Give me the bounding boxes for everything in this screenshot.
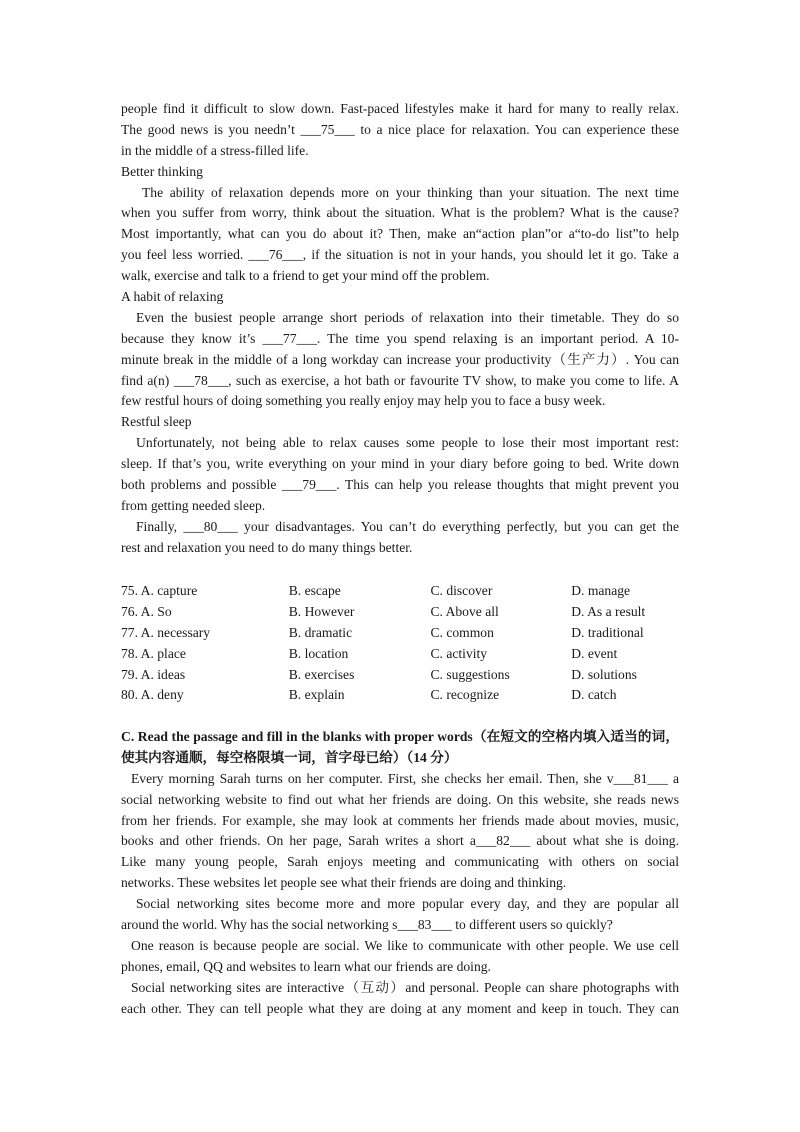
- passage-line: both problems and possible ___79___. This can help you release thoughts that might prevent you: [121, 477, 679, 493]
- option-a[interactable]: 75. A. capture: [121, 583, 198, 598]
- passage-line: phones, email, QQ and websites to learn what our friends are doing.: [121, 958, 491, 974]
- passage-line: social networking website to find out what her friends are doing. On this website, she reads news: [121, 791, 679, 807]
- section-c: [121, 727, 679, 1019]
- passage-line: The good news is you needn’t ___75___ to a nice place for relaxation. You can experience these: [121, 121, 679, 137]
- option-row-76: [121, 602, 681, 623]
- option-b[interactable]: B. exercises: [288, 666, 355, 682]
- passage-line: networks. These websites let people see what their friends are doing and thinking.: [121, 875, 567, 891]
- passage-line: when you suffer from worry, think about the situation. What is the problem? What is the cause?: [121, 205, 679, 221]
- passage-line: few restful hours of doing something you really enjoy may help you to face a busy week.: [121, 393, 606, 409]
- option-row-77: [121, 623, 681, 644]
- subheading-better-thinking: Better thinking: [121, 163, 203, 179]
- passage-line: books and other friends. On her page, Sarah writes a short a___82___ about what she is doing.: [121, 833, 679, 849]
- passage-line: rest and relaxation you need to do many things better.: [121, 539, 413, 555]
- passage-line: each other. They can tell people what they are doing at any moment and keep in touch. They can: [121, 1000, 679, 1016]
- passage-line: walk, exercise and talk to a friend to get your mind off the problem.: [121, 268, 490, 284]
- section-c-heading: 使其内容通顺，每空格限填一词，首字母已给）（14 分）: [121, 749, 458, 765]
- passage-line: Every morning Sarah turns on her computer. First, she checks her email. Then, she v___81___ a: [131, 770, 679, 786]
- passage-relaxation: [121, 99, 679, 559]
- option-row-75: [121, 581, 681, 602]
- passage-line: in the middle of a stress-filled life.: [121, 142, 309, 158]
- option-b[interactable]: B. location: [288, 645, 349, 661]
- subheading-restful-sleep: Restful sleep: [121, 414, 192, 430]
- passage-line: sleep. If that’s you, write everything on your mind in your diary before going to bed. Write down: [121, 456, 679, 472]
- option-c[interactable]: C. activity: [430, 645, 488, 661]
- answer-options: [121, 581, 681, 706]
- option-a[interactable]: 76. A. So: [121, 603, 172, 619]
- option-a[interactable]: 77. A. necessary: [121, 624, 211, 640]
- option-c[interactable]: C. common: [430, 624, 494, 640]
- option-d[interactable]: D. solutions: [571, 666, 637, 682]
- option-b[interactable]: B. escape: [288, 583, 341, 598]
- option-d[interactable]: D. catch: [571, 687, 617, 703]
- passage-line: from her friends. For example, she may look at comments her friends made about movies, music,: [121, 812, 679, 828]
- passage-line: find a(n) ___78___, such as exercise, a hot bath or favourite TV show, to make you come to life. A: [121, 372, 679, 388]
- passage-line: Social networking sites are interactive（互动）and personal. People can share photographs with: [131, 979, 679, 995]
- option-d[interactable]: D. manage: [571, 583, 631, 598]
- passage-line: you feel less worried. ___76___, if the situation is not in your hands, you should let it go. Take a: [121, 247, 679, 263]
- passage-line: One reason is because people are social. We like to communicate with other people. We use cell: [131, 937, 679, 953]
- option-d[interactable]: D. event: [571, 645, 618, 661]
- option-row-78: [121, 644, 681, 665]
- option-row-79: [121, 665, 681, 686]
- passage-line: Finally, ___80___ your disadvantages. You can’t do everything perfectly, but you can get the: [136, 518, 679, 534]
- passage-line: Social networking sites become more and more popular every day, and they are popular all: [136, 896, 679, 912]
- passage-line: around the world. Why has the social networking s___83___ to different users so quickly?: [121, 917, 613, 933]
- passage-line: people find it difficult to slow down. Fast-paced lifestyles make it hard for many to really relax.: [121, 101, 679, 116]
- option-a[interactable]: 80. A. deny: [121, 687, 184, 703]
- option-a[interactable]: 78. A. place: [121, 645, 186, 661]
- option-d[interactable]: D. traditional: [571, 624, 644, 640]
- option-d[interactable]: D. As a result: [571, 603, 646, 619]
- passage-line: from getting needed sleep.: [121, 497, 266, 513]
- passage-line: minute break in the middle of a long workday can increase your productivity（生产力）. You can: [121, 351, 679, 367]
- passage-line: Most importantly, what can you do about it? Then, make an“action plan”or a“to-do list”to help: [121, 226, 679, 242]
- option-a[interactable]: 79. A. ideas: [121, 666, 186, 682]
- option-b[interactable]: B. However: [288, 603, 355, 619]
- option-row-80: [121, 685, 681, 706]
- option-b[interactable]: B. dramatic: [288, 624, 353, 640]
- passage-line: Like many young people, Sarah enjoys meeting and communicating with others on social: [121, 854, 679, 870]
- option-c[interactable]: C. discover: [430, 583, 493, 598]
- option-c[interactable]: C. Above all: [430, 603, 499, 619]
- option-c[interactable]: C. suggestions: [430, 666, 510, 682]
- option-c[interactable]: C. recognize: [430, 687, 500, 703]
- passage-line: because they know it’s ___77___. The time you spend relaxing is an important period. A 10-: [121, 330, 679, 346]
- subheading-habit-of-relaxing: A habit of relaxing: [121, 289, 224, 305]
- option-b[interactable]: B. explain: [288, 687, 345, 703]
- section-c-heading: C. Read the passage and fill in the blanks with proper words（在短文的空格内填入适当的词，: [121, 729, 679, 744]
- passage-line: The ability of relaxation depends more on your thinking than your situation. The next time: [142, 184, 679, 200]
- passage-line: Even the busiest people arrange short periods of relaxation into their timetable. They do so: [136, 309, 679, 325]
- passage-line: Unfortunately, not being able to relax causes some people to lose their most important rest:: [136, 435, 679, 451]
